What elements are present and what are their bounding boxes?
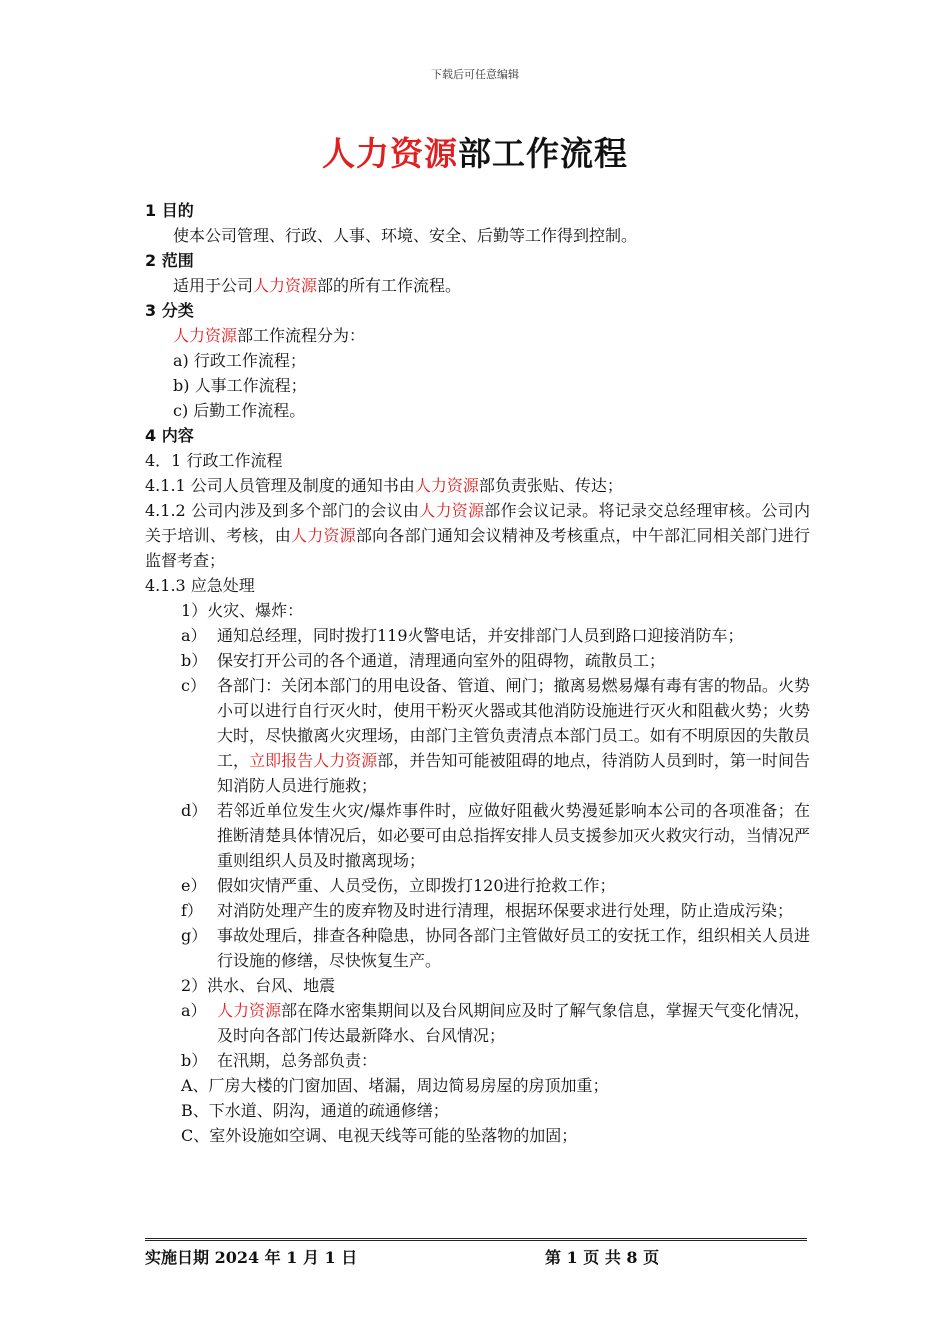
section-1-body: 使本公司管理、行政、人事、环境、安全、后勤等工作得到控制。 bbox=[173, 226, 638, 245]
s2-pre: 适用于公司 bbox=[173, 276, 254, 295]
item-text bbox=[217, 673, 810, 798]
section-3-heading: 3 分类 bbox=[145, 301, 194, 320]
item-text: 事故处理后，排查各种隐患，协同各部门主管做好员工的安抚工作，组织相关人员进行设施的修缮，尽快恢复生产。 bbox=[217, 926, 810, 970]
title-red-part: 人力资源 bbox=[322, 134, 458, 173]
item-text: 对消防处理产生的废弃物及时进行清理，根据环保要求进行处理，防止造成污染； bbox=[217, 901, 794, 920]
item-label: e） bbox=[181, 876, 207, 895]
item-label: a） bbox=[181, 1001, 207, 1020]
p412-red1: 人力资源 bbox=[419, 501, 485, 520]
section-3-item: b) 人事工作流程； bbox=[173, 376, 307, 395]
document-body bbox=[145, 198, 810, 1148]
fire-item-a bbox=[145, 623, 810, 648]
section-2-heading: 2 范围 bbox=[145, 251, 194, 270]
p412-mid: 部作会议记录。将记录交总经理审核。公司内关于培训、考核，由 bbox=[145, 501, 810, 545]
item-text: 在汛期，总务部负责： bbox=[217, 1051, 378, 1070]
item-text: 保安打开公司的各个通道，清理通向室外的阻碍物，疏散员工； bbox=[217, 651, 666, 670]
fire-item-e bbox=[145, 873, 810, 898]
flood-sub-A: A、厂房大楼的门窗加固、堵漏，周边简易房屋的房顶加重； bbox=[181, 1076, 609, 1095]
p411-pre: 4.1.1 公司人员管理及制度的通知书由 bbox=[145, 476, 415, 495]
p412-red2: 人力资源 bbox=[291, 526, 356, 545]
fire-item-g bbox=[145, 923, 810, 973]
section-3-intro bbox=[145, 323, 810, 348]
p411-red: 人力资源 bbox=[414, 476, 479, 495]
para-4-1-2 bbox=[145, 498, 810, 573]
fire-item-b bbox=[145, 648, 810, 673]
item-label: g） bbox=[181, 926, 208, 945]
s2-post: 部的所有工作流程。 bbox=[317, 276, 462, 295]
para-4-1-3: 4.1.3 应急处理 bbox=[145, 576, 255, 595]
subsection-4-1: 4．1 行政工作流程 bbox=[145, 451, 283, 470]
title-rest: 部工作流程 bbox=[458, 134, 628, 173]
page-title bbox=[0, 128, 950, 175]
fire-item-d bbox=[145, 798, 810, 873]
p412-pre: 4.1.2 公司内涉及到多个部门的会议由 bbox=[145, 501, 420, 520]
page-footer bbox=[145, 1238, 807, 1267]
flood-sub-C: C、室外设施如空调、电视天线等可能的坠落物的加固； bbox=[181, 1126, 578, 1145]
fire-item-c bbox=[145, 673, 810, 798]
para-4-1-1 bbox=[145, 473, 810, 498]
item-label: c） bbox=[181, 676, 206, 695]
s3-intro-rest: 部工作流程分为： bbox=[237, 326, 366, 345]
flood-title: 2）洪水、台风、地震 bbox=[181, 976, 336, 995]
section-3-item: c) 后勤工作流程。 bbox=[173, 401, 306, 420]
item-label: b） bbox=[181, 651, 208, 670]
flood-sub-B: B、下水道、阴沟，通道的疏通修缮； bbox=[181, 1101, 449, 1120]
footer-page-number: 第 1 页 共 8 页 bbox=[545, 1248, 660, 1267]
section-1-heading: 1 目的 bbox=[145, 201, 194, 220]
item-label: a） bbox=[181, 626, 207, 645]
fire-title: 1）火灾、爆炸： bbox=[181, 601, 304, 620]
flood-item-b bbox=[145, 1048, 810, 1073]
s3-intro-red: 人力资源 bbox=[173, 326, 238, 345]
flood-a-text: 部在降水密集期间以及台风期间应及时了解气象信息，掌握天气变化情况，及时向各部门传达最新降水、台风情况； bbox=[217, 1001, 810, 1045]
item-text: 假如灾情严重、人员受伤，立即拨打120进行抢救工作； bbox=[217, 876, 616, 895]
flood-a-red: 人力资源 bbox=[217, 1001, 282, 1020]
footer-date: 实施日期 2024 年 1 月 1 日 bbox=[145, 1248, 358, 1267]
item-text: 通知总经理，同时拨打119火警电话，并安排部门人员到路口迎接消防车； bbox=[217, 626, 744, 645]
p412-post: 部向各部门通知会议精神及考核重点，中午部汇同相关部门进行监督考查； bbox=[145, 526, 810, 570]
s2-red: 人力资源 bbox=[253, 276, 318, 295]
section-4-heading: 4 内容 bbox=[145, 426, 194, 445]
section-2-body bbox=[145, 273, 810, 298]
item-label: d） bbox=[181, 801, 208, 820]
fire-item-f bbox=[145, 898, 810, 923]
fire-c-post: 部，并告知可能被阻碍的地点，待消防人员到时，第一时间告知消防人员进行施救； bbox=[217, 751, 810, 795]
section-3-item: a) 行政工作流程； bbox=[173, 351, 306, 370]
fire-c-pre: 各部门：关闭本部门的用电设备、管道、闸门；撤离易燃易爆有毒有害的物品。火势小可以进行自行灭火时，使用干粉灭火器或其他消防设施进行灭火和阻截火势；火势大时，尽快撤离火灾理场，由部门主管负责清点本部门员工。如有不明原因的失散员工， bbox=[217, 676, 810, 770]
flood-item-a bbox=[145, 998, 810, 1048]
item-label: f） bbox=[181, 901, 203, 920]
item-text bbox=[217, 998, 810, 1048]
header-note: 下载后可任意编辑 bbox=[431, 68, 519, 81]
p411-post: 部负责张贴、传达； bbox=[478, 476, 623, 495]
fire-c-red: 立即报告人力资源 bbox=[249, 751, 378, 770]
item-text: 若邻近单位发生火灾/爆炸事件时，应做好阻截火势漫延影响本公司的各项准备；在推断清楚具体情况后，如必要可由总指挥安排人员支援参加灭火救灾行动，当情况严重则组织人员及时撤离现场； bbox=[217, 801, 810, 870]
item-label: b） bbox=[181, 1051, 208, 1070]
